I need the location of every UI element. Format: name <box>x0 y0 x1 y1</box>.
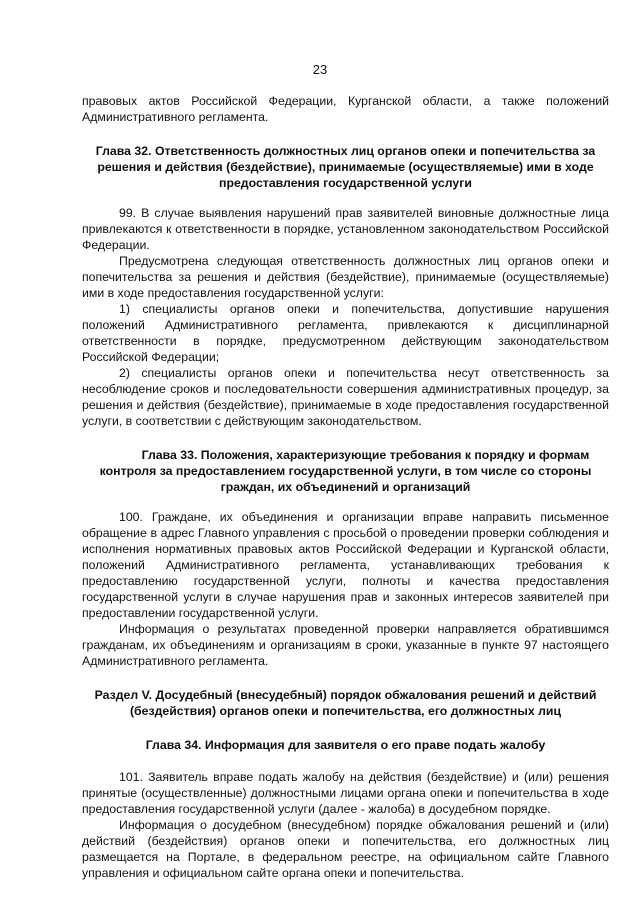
paragraph: правовых актов Российской Федерации, Курганской области, а также положений Административного регламента. <box>82 94 609 124</box>
paragraph: 101. Заявитель вправе подать жалобу на действия (бездействие) и (или) решения принятые (осуществленные) должностными лицами органа опеки и попечительства в ходе предоставления государственной услуги (далее - жалоба) в досудебном порядке. <box>82 770 609 816</box>
document-body <box>82 93 609 881</box>
section-heading: Глава 33. Положения, характеризующие требования к порядку и формам контроля за предоставлением государственной услуги, в том числе со стороны граждан, их объединений и организаций <box>99 448 592 494</box>
section-heading: Глава 34. Информация для заявителя о его праве подать жалобу <box>145 738 546 752</box>
paragraph: 99. В случае выявления нарушений прав заявителей виновные должностные лица привлекаются к ответственности в порядке, установленном законодательством Российской Федерации. <box>82 206 609 252</box>
paragraph: Предусмотрена следующая ответственность должностных лиц органов опеки и попечительства за решения и действия (бездействие), принимаемые (осуществляемые) ими в ходе предоставления государственной услуги: <box>82 254 609 300</box>
section-heading: Глава 32. Ответственность должностных лиц органов опеки и попечительства за решения и действия (бездействие), принимаемые (осуществляемые) ими в ходе предоставления государственной услуги <box>95 144 596 190</box>
paragraph: 2) специалисты органов опеки и попечительства несут ответственность за несоблюдение сроков и последовательности совершения административных процедур, за решения и действия (бездействие), принимаемые в ходе предоставления государственной услуги, в соответствии с действующим законодательством. <box>82 366 609 428</box>
paragraph: Информация о досудебном (внесудебном) порядке обжалования решений и (или) действий (бездействия) органов опеки и попечительства, его должностных лиц размещается на Портале, в федеральном реестре, на официальном сайте Главного управления и официальном сайте органа опеки и попечительства. <box>82 818 609 880</box>
paragraph: 100. Граждане, их объединения и организации вправе направить письменное обращение в адрес Главного управления с просьбой о проведении проверки соблюдения и исполнения нормативных правовых актов Российской Федерации и Курганской области, положений Административного регламента, устанавливающих требования к предоставлению государственной услуги, полноты и качества предоставления государственной услуги в случае нарушения прав и законных интересов заявителей при предоставлении государственной услуги. <box>82 510 609 620</box>
paragraph: Информация о результатах проведенной проверки направляется обратившимся гражданам, их объединениям и организациям в сроки, указанные в пункте 97 настоящего Административного регламента. <box>82 622 609 668</box>
page-number: 23 <box>312 62 328 77</box>
section-heading: Раздел V. Досудебный (внесудебный) порядок обжалования решений и действий (бездействия) органов опеки и попечительства, его должностных лиц <box>94 688 597 718</box>
paragraph: 1) специалисты органов опеки и попечительства, допустившие нарушения положений Административного регламента, привлекаются к дисциплинарной ответственности в порядке, предусмотренном действующим законодательством Российской Федерации; <box>82 302 609 364</box>
